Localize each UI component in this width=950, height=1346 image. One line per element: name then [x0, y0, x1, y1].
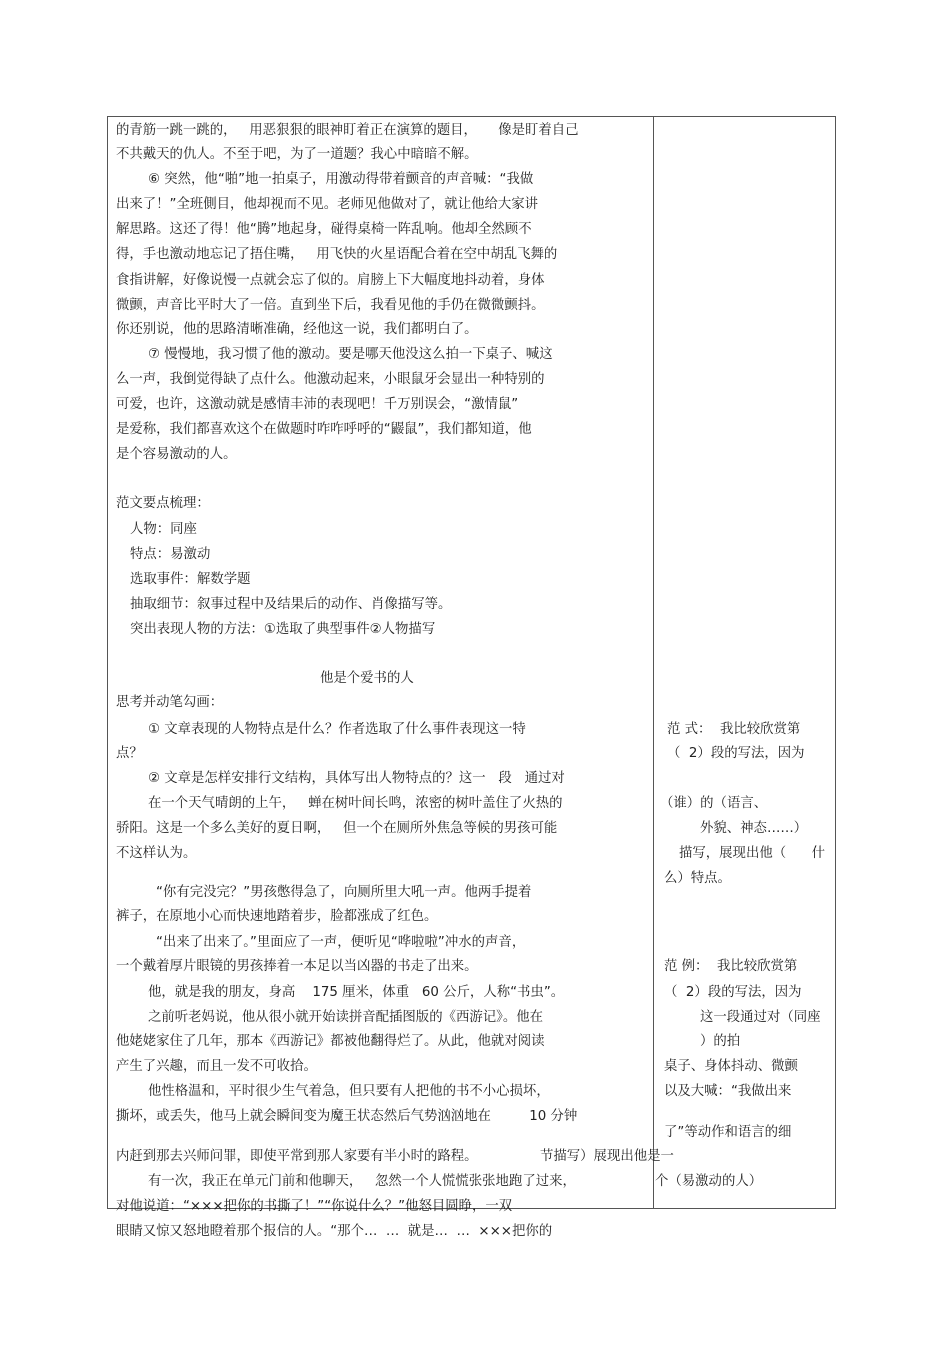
side-example-line: （ 2）段的写法，因为 [664, 985, 802, 1000]
side-example-line: 桌子、身体抖动、微颤 [664, 1059, 798, 1074]
essay-line: 对他说道：“×××把你的书撕了！”“你说什么？”他怒目圆睁，一双 [116, 1199, 513, 1214]
think-title: 思考并动笔勾画： [116, 695, 224, 710]
essay-line: 他，就是我的朋友，身高 175 厘米，体重 60 公斤，人称“书虫”。 [148, 985, 565, 1000]
summary-item: 人物：同座 [130, 522, 197, 537]
summary-item: 选取事件：解数学题 [130, 572, 251, 587]
text-line: 是个容易激动的人。 [116, 447, 237, 462]
side-example-line: 范 例： 我比较欣赏第 [664, 959, 798, 974]
side-example-line: 这一段通过对（同座 [700, 1010, 821, 1025]
side-example-line: 了”等动作和语言的细 [664, 1125, 792, 1140]
summary-item: 抽取细节：叙事过程中及结果后的动作、肖像描写等。 [130, 597, 452, 612]
side-form-line: 外貌、神态……） [700, 821, 808, 836]
side-form-line: （谁）的（语言、 [660, 796, 768, 811]
text-line: 不共戴天的仇人。不至于吧，为了一道题？我心中暗暗不解。 [116, 147, 478, 162]
essay-line: 他姥姥家住了几年，那本《西游记》都被他翻得烂了。从此，他就对阅读 [116, 1034, 545, 1049]
essay-line: “出来了出来了。”里面应了一声，便听见“哗啦啦”冲水的声音， [156, 935, 526, 950]
text-line: 是爱称，我们都喜欢这个在做题时咋咋呼呼的“鼹鼠”，我们都知道，他 [116, 422, 532, 437]
text-line: ⑦ 慢慢地，我习惯了他的激动。要是哪天他没这么拍一下桌子、喊这 [148, 347, 553, 362]
side-form-line: （ 2）段的写法，因为 [667, 746, 805, 761]
text-line: 食指讲解，好像说慢一点就会忘了似的。肩膀上下大幅度地抖动着，身体 [116, 273, 545, 288]
text-line: 出来了！”全班側目，他却视而不见。老师见他做对了，就让他给大家讲 [116, 197, 539, 212]
essay-line: 撕坏，或丢失，他马上就会瞬间变为魔王状态然后气势汹汹地在 10 分钟 [116, 1109, 578, 1124]
question-line: ② 文章是怎样安排行文结构，具体写出人物特点的？这一 段 通过对 [148, 771, 565, 786]
text-line: 得，手也激动地忘记了捂住嘴， 用飞快的火星语配合着在空中胡乱飞舞的 [116, 247, 558, 262]
text-line: 可爱，也许，这激动就是感情丰沛的表现吧！千万别误会，“激情鼠” [116, 397, 519, 412]
essay-line: 在一个天气晴朗的上午， 蝉在树叶间长鸣，浓密的树叶盖住了火热的 [148, 796, 563, 811]
summary-item: 突出表现人物的方法：①选取了典型事件②人物描写 [130, 622, 436, 637]
text-line: 解思路。这还了得！他“腾”地起身，碰得桌椅一阵乱响。他却全然顾不 [116, 222, 532, 237]
text-line: 你还别说，他的思路清晰准确，经他这一说，我们都明白了。 [116, 322, 478, 337]
essay-line: 骄阳。这是一个多么美好的夏日啊， 但一个在厕所外焦急等候的男孩可能 [116, 821, 558, 836]
text-line: ⑥ 突然，他“啪”地一拍桌子，用激动得带着颤音的声音喊：“我做 [148, 172, 534, 187]
summary-item: 特点：易激动 [130, 547, 211, 562]
essay-line: 眼睛又惊又怒地瞪着那个报信的人。“那个… … 就是… … ×××把你的 [116, 1224, 553, 1239]
side-form-line: 范 式： 我比较欣赏第 [667, 722, 801, 737]
essay-line: 裤子，在原地小心而快速地踏着步，脸都涨成了红色。 [116, 909, 438, 924]
side-form-line: 么）特点。 [664, 871, 731, 886]
side-example-line: 节描写）展现出他是一 [540, 1149, 674, 1164]
question-line: 点？ [116, 746, 143, 761]
side-example-line: ）的拍 [700, 1034, 741, 1049]
essay-line: 有一次，我正在单元门前和他聊天， 忽然一个人慌慌张张地跑了过来， [148, 1174, 576, 1189]
essay-line: “你有完没完？”男孩憋得急了，向厕所里大吼一声。他两手提着 [156, 885, 532, 900]
side-example-line: 个（易激动的人） [655, 1174, 763, 1189]
side-form-line: 描写，展现出他（ 什 [679, 846, 826, 861]
essay-line: 他性格温和，平时很少生气着急，但只要有人把他的书不小心损坏， [148, 1084, 550, 1099]
essay-line: 不这样认为。 [116, 846, 197, 861]
text-line: 么一声，我倒觉得缺了点什么。他激动起来，小眼鼠牙会显出一种特别的 [116, 372, 545, 387]
summary-title: 范文要点梳理： [116, 496, 210, 511]
essay-line: 一个戴着厚片眼镜的男孩捧着一本足以当凶器的书走了出来。 [116, 959, 478, 974]
column-divider [653, 116, 654, 1209]
side-example-line: 以及大喊：“我做出来 [664, 1084, 792, 1099]
text-line: 微颤，声音比平时大了一倍。直到坐下后，我看见他的手仍在微微颤抖。 [116, 298, 545, 313]
essay-line: 之前听老妈说，他从很小就开始读拼音配插图版的《西游记》。他在 [148, 1010, 544, 1025]
essay-title: 他是个爱书的人 [320, 671, 414, 686]
question-line: ① 文章表现的人物特点是什么？作者选取了什么事件表现这一特 [148, 722, 526, 737]
essay-line: 产生了兴趣，而且一发不可收拾。 [116, 1059, 317, 1074]
essay-line: 内赶到那去兴师问罪，即使平常到那人家要有半小时的路程。 [116, 1149, 478, 1164]
text-line: 的青筋一跳一跳的， 用恶狠狠的眼神盯着正在演算的题目， 像是盯着自己 [116, 123, 579, 138]
